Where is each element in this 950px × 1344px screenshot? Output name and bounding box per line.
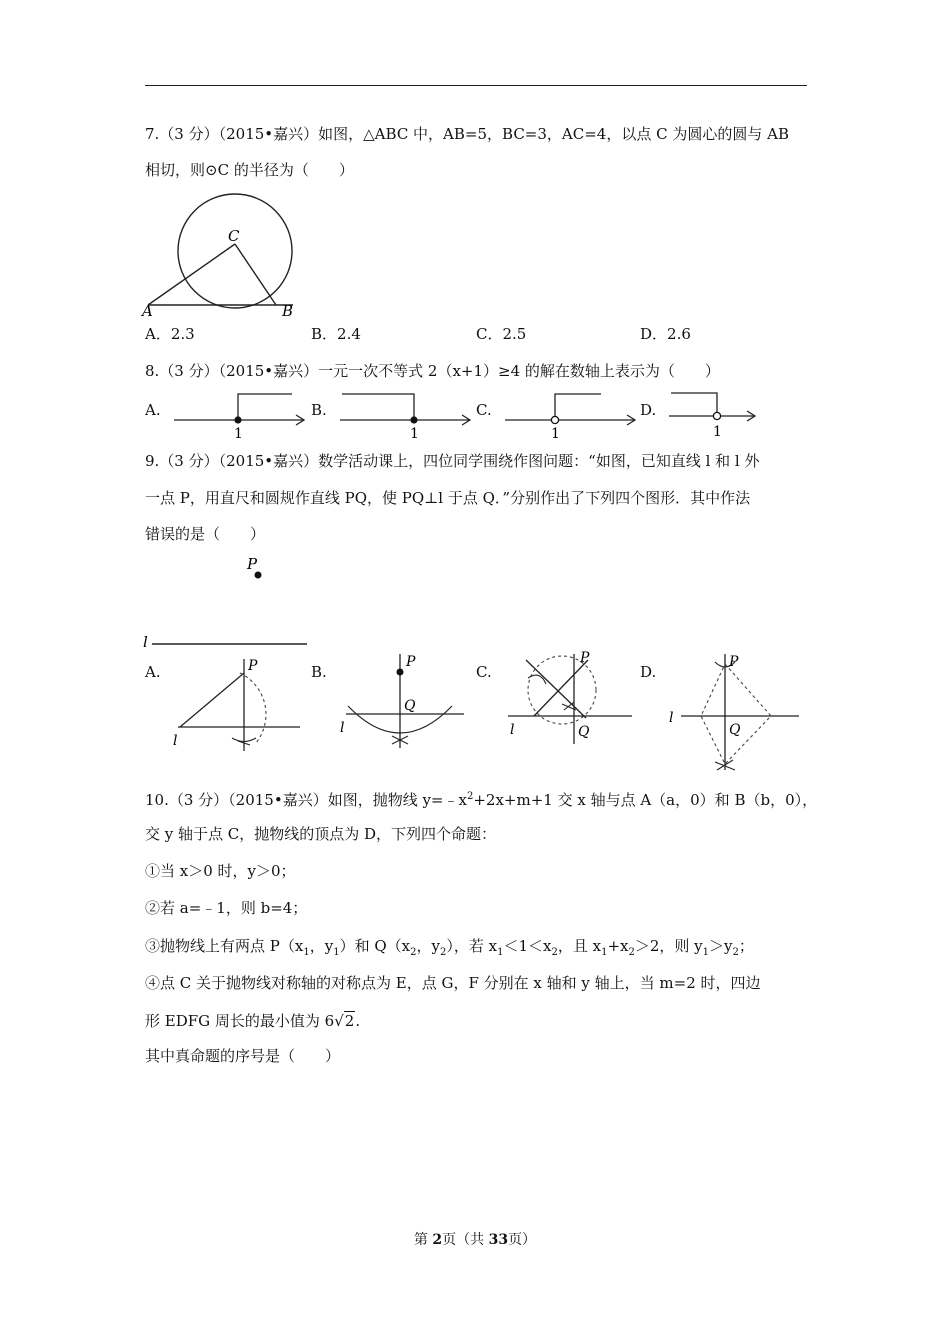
q9-figure-c <box>500 648 640 752</box>
q9-option-a-label: A. <box>145 663 161 681</box>
sqrt-symbol: √2 <box>334 1012 355 1030</box>
q10-proposition-1: ①当 x＞0 时，y＞0； <box>145 862 296 880</box>
q8-numberline-b <box>338 388 476 440</box>
svg-text:Q: Q <box>578 724 590 740</box>
svg-text:P: P <box>248 658 258 674</box>
svg-text:Q: Q <box>404 698 416 714</box>
q9-stem-line3: 错误的是（ ） <box>145 525 266 543</box>
q7-stem-line2: 相切，则⊙C 的半径为（ ） <box>145 161 354 179</box>
segment-bc <box>235 244 276 305</box>
svg-text:l: l <box>173 733 178 749</box>
svg-text:l: l <box>669 710 674 726</box>
q9-given-figure <box>140 552 315 652</box>
q7-circle-triangle-figure <box>140 192 310 320</box>
q10-question: 其中真命题的序号是（ ） <box>145 1047 341 1065</box>
q9-option-d-label: D. <box>640 663 657 681</box>
q9-stem-line1: 9.（3 分）（2015•嘉兴）数学活动课上，四位同学围绕作图问题：“如图，已知直线 l 和 l 外 <box>145 452 760 470</box>
q7-option-d: D．2.6 <box>640 325 691 343</box>
q9-figure-d <box>665 648 805 774</box>
label-a: A <box>142 302 153 320</box>
header-rule <box>145 85 807 86</box>
q8-stem: 8.（3 分）（2015•嘉兴）一元一次不等式 2（x+1）≥4 的解在数轴上表示为（ ） <box>145 362 720 380</box>
q8-option-d-label: D. <box>640 401 657 419</box>
q10-proposition-4-line2: 形 EDFG 周长的最小值为 6√2. <box>145 1012 361 1030</box>
svg-text:l: l <box>340 720 345 736</box>
q7-stem-line1: 7.（3 分）（2015•嘉兴）如图，△ABC 中，AB=5，BC=3，AC=4，以点 C 为圆心的圆与 AB <box>145 125 789 143</box>
svg-text:1: 1 <box>551 426 560 440</box>
q10-stem-line1: 10.（3 分）（2015•嘉兴）如图，抛物线 $y=﹣x^2+2x+m+1$ 交 x 轴与点 A（a，0）和 B（b，0）， <box>145 791 818 809</box>
label-c: C <box>228 227 240 245</box>
q8-option-b-label: B. <box>311 401 327 419</box>
q8-numberline-a <box>172 388 310 440</box>
svg-text:1: 1 <box>234 426 243 440</box>
q10-proposition-3: ③抛物线上有两点 $P(x_1$，$y_1$）和 $Q(x_2$，$y_2$），若 $x_1<1<x_2$，且 $x_1+x_2>2$，则 $y_1>y_2$； <box>145 937 754 958</box>
q10-proposition-2: ②若 a=﹣1，则 b=4； <box>145 899 308 917</box>
hollow-dot <box>713 412 720 419</box>
svg-text:1: 1 <box>410 426 419 440</box>
q7-option-a: A．2.3 <box>145 325 195 343</box>
q8-numberline-d <box>667 388 767 440</box>
q8-option-c-label: C. <box>476 401 492 419</box>
svg-text:P: P <box>406 654 416 670</box>
solid-dot <box>410 416 417 423</box>
svg-text:Q: Q <box>729 722 741 738</box>
svg-text:1: 1 <box>713 424 722 440</box>
q8-option-a-label: A. <box>145 401 161 419</box>
svg-text:l: l <box>143 633 148 651</box>
svg-text:P: P <box>729 654 739 670</box>
q9-figure-a <box>170 655 305 755</box>
circle-c <box>178 194 292 308</box>
svg-text:P: P <box>247 555 258 573</box>
hollow-dot <box>551 416 558 423</box>
label-b: B <box>282 302 294 320</box>
svg-text:l: l <box>510 722 515 738</box>
q9-option-c-label: C. <box>476 663 492 681</box>
q8-numberline-c <box>503 388 641 440</box>
page-footer: 第 2页（共 33页） <box>413 1232 537 1248</box>
segment-ac <box>148 244 235 305</box>
q9-figure-b <box>336 648 471 752</box>
q9-option-b-label: B. <box>311 663 327 681</box>
q9-stem-line2: 一点 P，用直尺和圆规作直线 PQ，使 PQ⊥l 于点 Q．”分别作出了下列四个图形．其中作法 <box>145 489 751 507</box>
q7-option-b: B．2.4 <box>311 325 361 343</box>
q10-stem-line2: 交 y 轴于点 C，抛物线的顶点为 D，下列四个命题： <box>145 825 497 843</box>
q10-proposition-4-line1: ④点 C 关于抛物线对称轴的对称点为 E，点 G，F 分别在 x 轴和 y 轴上，当 m=2 时，四边 <box>145 974 761 992</box>
svg-text:P: P <box>580 650 590 666</box>
q7-option-c: C．2.5 <box>476 325 527 343</box>
solid-dot <box>234 416 241 423</box>
